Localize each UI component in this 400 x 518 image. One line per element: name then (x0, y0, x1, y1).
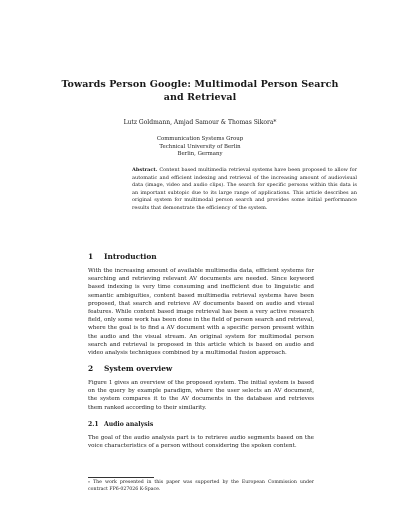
affiliation-line-2: Technical University of Berlin (159, 143, 241, 150)
abstract-text: Content based multimedia retrieval systems have been proposed to allow for automatic and efficient indexing and retrieval of the increasing amount of audiovisual data (image, video and audio clips). The search for specific persons within this data is an important subtopic due to its large range of applications. This article describes an original system for multimodal person search and provides some initial performance results that demonstrate the efficiency of the system. (132, 167, 358, 211)
section-heading-system-overview (88, 364, 172, 374)
section-number: 2 (88, 364, 94, 373)
subsection-number: 2.1 (88, 421, 99, 428)
section-number: 1 (88, 252, 94, 261)
footnote-mark: * (88, 480, 90, 485)
abstract (132, 167, 357, 212)
subsection-title: Audio analysis (104, 421, 154, 428)
affiliation-line-1: Communication Systems Group (156, 136, 244, 142)
section-text-introduction: With the increasing amount of available multimedia data, efficient systems for searching and retrieving relevant AV documents are needed. Since keyword based indexing is very time consuming and inefficient due to linguistic and semantic ambiguities, content based multimedia retrieval systems have been proposed, that search and retrieve AV documents based on audio and visual features. While content based image retrieval has been a very active research field, only some work has been done in the field of person search and retrieval, where the goal is to find a AV document with a specific person present within the audio and the visual stream. An original system for multimodal person search and retrieval is proposed in this article which is based on audio and video analysis techniques combined by a multimodal fusion approach. (88, 268, 314, 357)
footnote (88, 480, 314, 494)
subsection-heading-audio-analysis (88, 421, 153, 429)
section-title: Introduction (104, 252, 157, 261)
affiliation (60, 136, 340, 159)
affiliation-line-3: Berlin, Germany (177, 151, 223, 158)
section-heading-introduction (88, 252, 157, 262)
section-text-system-overview: Figure 1 gives an overview of the proposed system. The initial system is based on the query by example paradigm, where the user selects an AV document, the system compares it to the AV documents in the database and retrieves them ranked according to their similarity. (88, 380, 314, 411)
footnote-text: The work presented in this paper was supported by the European Commission under contract FP6-027026 K-Space. (88, 480, 314, 492)
paper-authors: Lutz Goldmann, Amjad Samour & Thomas Sikora* (123, 119, 277, 126)
subsection-text-audio-analysis: The goal of the audio analysis part is to retrieve audio segments based on the voice characteristics of a person without considering the spoken content. (88, 435, 314, 450)
section-title: System overview (104, 364, 173, 373)
paper-title: Towards Person Google: Multimodal Person Search and Retrieval (61, 79, 339, 103)
abstract-label: Abstract. (132, 167, 158, 173)
footnote-rule (88, 477, 154, 478)
